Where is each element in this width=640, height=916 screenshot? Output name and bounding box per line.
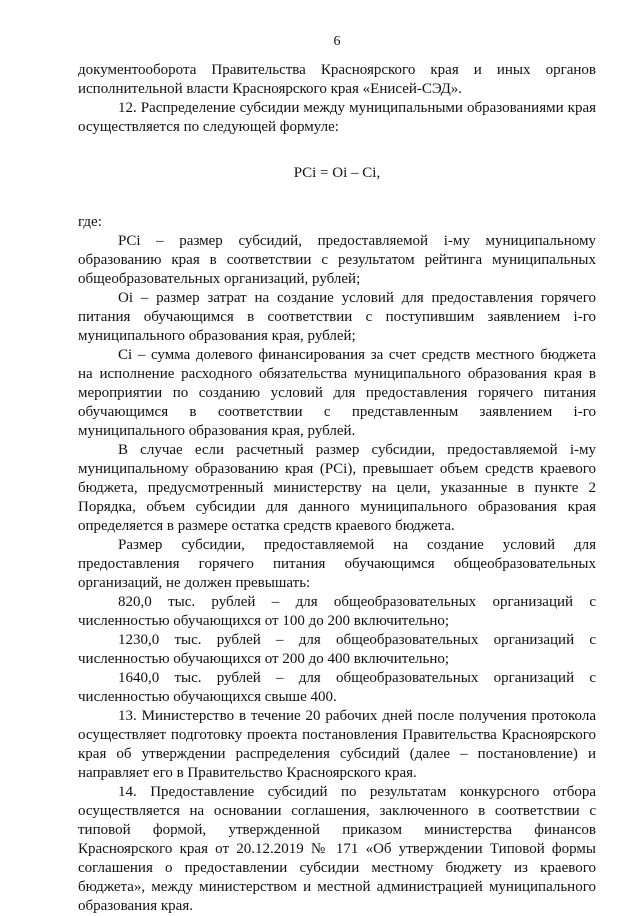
limit-item-2: 1230,0 тыс. рублей – для общеобразовательных организаций с численностью обучающихся от 200 до 400 включительно; — [78, 632, 596, 667]
paragraph-13: 13. Министерство в течение 20 рабочих дней после получения протокола осуществляет подготовку проекта постановления Правительства Красноярского края об утверждении распределения субсидий (далее – постановление) и направляет его в Правительство Красноярского края. — [78, 708, 596, 781]
paragraph-12: 12. Распределение субсидии между муниципальными образованиями края осуществляется по следующей формуле: — [78, 100, 596, 135]
limit-item-1: 820,0 тыс. рублей – для общеобразовательных организаций с численностью обучающихся от 100 до 200 включительно; — [78, 594, 596, 629]
definition-ci: Ci – сумма долевого финансирования за счет средств местного бюджета на исполнение расходного обязательства муниципального образования края в мероприятии по созданию условий для предоставления горячего питания обучающимся в соответствии с представленным заявлением i-го муниципального образования края, рублей. — [78, 347, 596, 439]
formula: PCi = Oi – Ci, — [293, 165, 381, 181]
definition-pci: PCi – размер субсидий, предоставляемой i-му муниципальному образованию края в соответствии с результатом рейтинга муниципальных общеобразовательных организаций, рублей; — [78, 233, 596, 287]
paragraph-case: В случае если расчетный размер субсидии, предоставляемой i-му муниципальному образованию края (PCi), превышает объем средств краевого бюджета, предусмотренный министерству на цели, указанные в пункте 2 Порядка, объем субсидии для данного муниципального образования края определяется в размере остатка средств краевого бюджета. — [78, 442, 596, 534]
page-number: 6 — [333, 34, 341, 49]
paragraph-size-limit: Размер субсидии, предоставляемой на создание условий для предоставления горячего питания обучающимся общеобразовательных организаций, не должен превышать: — [78, 537, 596, 591]
definition-oi: Oi – размер затрат на создание условий для предоставления горячего питания обучающимся в соответствии с поступившим заявлением i-го муниципального образования края, рублей; — [78, 290, 596, 344]
paragraph-14: 14. Предоставление субсидий по результатам конкурсного отбора осуществляется на основании соглашения, заключенного в соответствии с типовой формой, утвержденной приказом министерства финансов Красноярского края от 20.12.2019 № 171 «Об утверждении Типовой формы соглашения о предоставлении субсидии местному бюджету из краевого бюджета», между министерством и местной администрацией муниципального образования края. — [78, 784, 596, 914]
limit-item-3: 1640,0 тыс. рублей – для общеобразовательных организаций с численностью обучающихся свыше 400. — [78, 670, 596, 705]
where-label: где: — [78, 214, 102, 230]
paragraph-continuation: документооборота Правительства Красноярского края и иных органов исполнительной власти Красноярского края «Енисей-СЭД». — [78, 62, 596, 97]
